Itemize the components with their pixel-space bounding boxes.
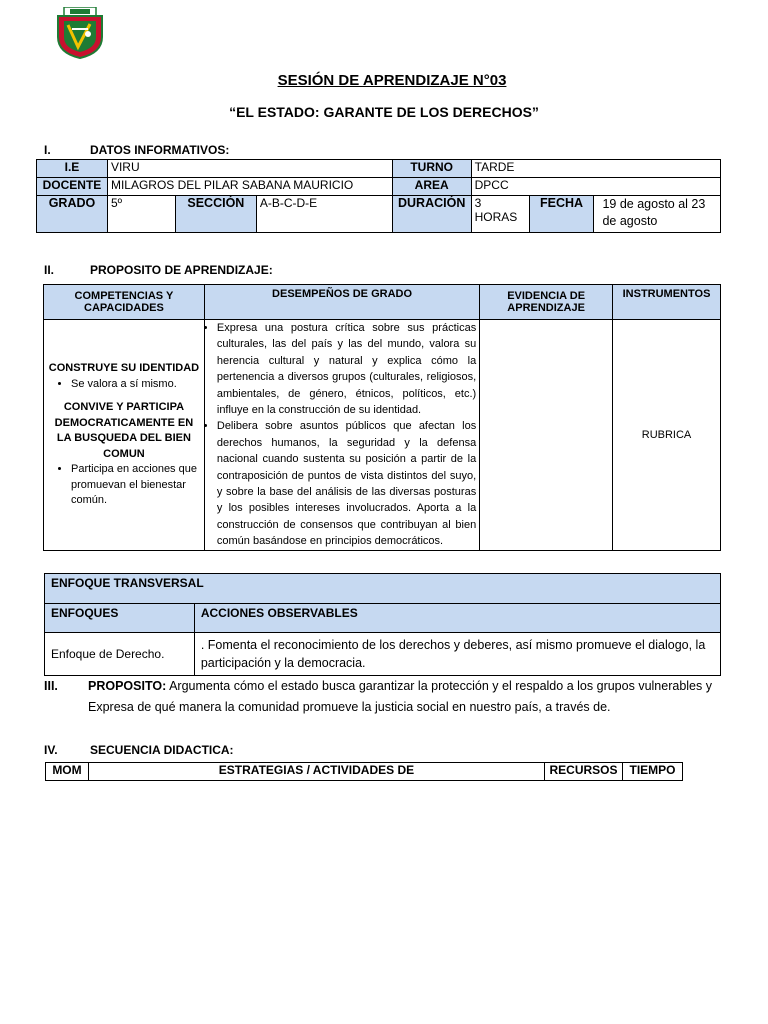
acciones-header: ACCIONES OBSERVABLES [194, 604, 720, 633]
recursos-header: RECURSOS [545, 763, 623, 781]
desempenos-cell [204, 320, 479, 551]
duracion-value: 3 HORAS [471, 196, 529, 233]
competencias-cell [44, 320, 205, 551]
desempeno-item: • Delibera sobre asuntos públicos que afectan los derechos humanos, la seguridad y la defensa nacional cuando sustenta su posición a partir de la contraposición de puntos de vista distintos del suyo, y sobre la base del análisis de las diversas posturas y los posibles intereses involucrados. Aporta a la construcción de consensos que contribuyan al bien común basándose en principios democráticos. [217, 418, 476, 549]
docente-label: DOCENTE [37, 178, 108, 196]
school-crest-logo [56, 7, 104, 59]
enfoque-title: ENFOQUE TRANSVERSAL [45, 574, 721, 604]
area-value: DPCC [471, 178, 720, 196]
grado-label: GRADO [37, 196, 108, 233]
section-label: SECUENCIA DIDACTICA: [90, 743, 234, 757]
competencia-convive-participa: CONVIVE Y PARTICIPA DEMOCRATICAMENTE EN LA BUSQUEDA DEL BIEN COMUN [54, 401, 194, 460]
evidencia-cell [480, 320, 613, 551]
datos-informativos-table [36, 159, 721, 233]
tiempo-header: TIEMPO [622, 763, 682, 781]
docente-value: MILAGROS DEL PILAR SABANA MAURICIO [107, 178, 392, 196]
secuencia-didactica-table [45, 762, 683, 781]
session-title: SESIÓN DE APRENDIZAJE N°03 [277, 72, 507, 89]
capacidad-participa-acciones: • Participa en acciones que promuevan el bienestar común. [71, 462, 201, 509]
header-competencias: COMPETENCIAS Y CAPACIDADES [44, 285, 205, 320]
competencia-construye-identidad: CONSTRUYE SU IDENTIDAD [48, 362, 200, 375]
enfoques-header: ENFOQUES [45, 604, 195, 633]
fecha-value: 19 de agosto al 23 de agosto [594, 196, 721, 233]
section-secuencia-heading [44, 743, 234, 757]
desempeno-item: • Expresa una postura crítica sobre sus prácticas culturales, las del país y las del mundo, valora su herencia cultural y natural y explica cómo la pertenencia a diversos grupos (culturales, religiosos, ambientales, de género, étnicos, políticos, etc.) influye en la construcción de su identidad. [217, 320, 476, 418]
turno-label: TURNO [392, 160, 471, 178]
header-desempenos: DESEMPEÑOS DE GRADO [204, 285, 479, 320]
area-label: AREA [392, 178, 471, 196]
enfoque-transversal-table [44, 573, 721, 676]
fecha-label: FECHA [529, 196, 594, 233]
seccion-label: SECCIÓN [175, 196, 256, 233]
header-evidencia: EVIDENCIA DE APRENDIZAJE [480, 285, 613, 320]
turno-value: TARDE [471, 160, 720, 178]
proposito-label: PROPOSITO: [88, 679, 167, 693]
grado-value: 5º [107, 196, 175, 233]
proposito-aprendizaje-table [43, 284, 721, 551]
section-number: IV. [44, 743, 58, 757]
section-datos-heading [44, 143, 229, 157]
section-number: II. [44, 263, 55, 277]
duracion-label: DURACIÓN [392, 196, 471, 233]
capacidad-se-valora: • Se valora a sí mismo. [71, 377, 201, 393]
ie-label: I.E [37, 160, 108, 178]
section-number: III. [44, 679, 58, 693]
instrumento-cell: RUBRICA [613, 320, 721, 551]
session-subtitle: “EL ESTADO: GARANTE DE LOS DERECHOS” [229, 104, 539, 120]
ie-value: VIRU [107, 160, 392, 178]
section-number: I. [44, 143, 51, 157]
proposito-text: Argumenta cómo el estado busca garantizar la protección y el respaldo a los grupos vulnerables y Expresa de qué manera la comunidad promueve la justicia social en nuestro país, a través de. [88, 679, 712, 714]
enfoque-derecho-cell: Enfoque de Derecho. [45, 633, 195, 676]
proposito-paragraph [44, 676, 712, 718]
section-proposito-aprendizaje-heading [44, 263, 273, 277]
section-label: PROPOSITO DE APRENDIZAJE: [90, 263, 273, 277]
seccion-value: A-B-C-D-E [256, 196, 392, 233]
mom-header: MOM [46, 763, 89, 781]
accion-observable-cell: . Fomenta el reconocimiento de los derechos y deberes, así mismo promueve el dialogo, la participación y la democracia. [194, 633, 720, 676]
section-label: DATOS INFORMATIVOS: [90, 143, 230, 157]
estrategias-header: ESTRATEGIAS / ACTIVIDADES DE [88, 763, 544, 781]
header-instrumentos: INSTRUMENTOS [613, 285, 721, 320]
